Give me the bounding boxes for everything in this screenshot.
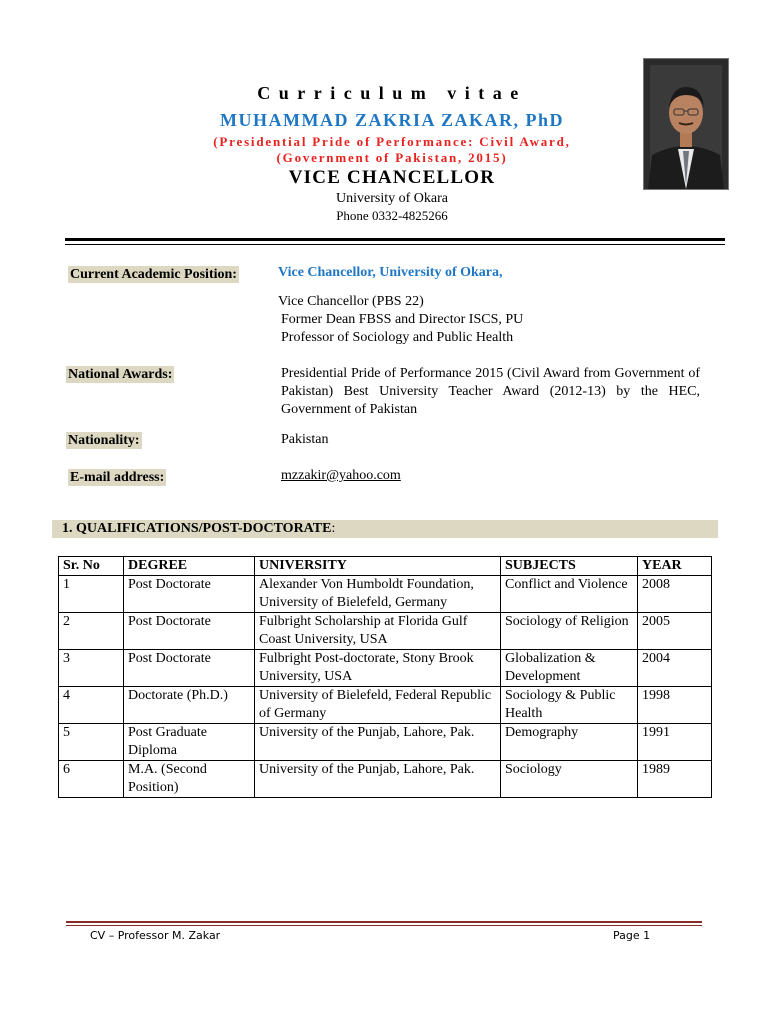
- nationality-value: Pakistan: [281, 432, 329, 447]
- cell-subjects: Globalization & Development: [501, 650, 638, 687]
- award-line-1: (Presidential Pride of Performance: Civil Award,: [213, 134, 571, 149]
- role-2: Former Dean FBSS and Director ISCS, PU: [281, 312, 524, 327]
- cell-sr-no: 5: [59, 724, 124, 761]
- footer-page-number: Page 1: [613, 929, 651, 942]
- header-divider-thin: [65, 244, 725, 245]
- table-row: [59, 576, 712, 613]
- cell-year: 1989: [638, 761, 712, 798]
- cell-sr-no: 4: [59, 687, 124, 724]
- cell-year: 2008: [638, 576, 712, 613]
- academic-position-label: Current Academic Position:: [70, 267, 237, 282]
- cell-degree: Doctorate (Ph.D.): [124, 687, 255, 724]
- cell-subjects: Demography: [501, 724, 638, 761]
- cell-sr-no: 3: [59, 650, 124, 687]
- nationality-label: Nationality:: [68, 433, 140, 448]
- cell-university: Fulbright Scholarship at Florida Gulf Coast University, USA: [255, 613, 501, 650]
- award-line-2: (Government of Pakistan, 2015): [276, 150, 508, 165]
- column-header-subjects: SUBJECTS: [501, 557, 638, 576]
- cell-sr-no: 1: [59, 576, 124, 613]
- cell-university: Alexander Von Humboldt Foundation, University of Bielefeld, Germany: [255, 576, 501, 613]
- footer-divider-thin: [66, 925, 702, 926]
- cell-year: 1998: [638, 687, 712, 724]
- table-row: [59, 613, 712, 650]
- cell-sr-no: 2: [59, 613, 124, 650]
- cell-subjects: Sociology of Religion: [501, 613, 638, 650]
- cell-degree: Post Doctorate: [124, 576, 255, 613]
- cell-subjects: Sociology & Public Health: [501, 687, 638, 724]
- section-heading-qualifications: [52, 520, 718, 538]
- cell-year: 2005: [638, 613, 712, 650]
- cell-university: University of Bielefeld, Federal Republic of Germany: [255, 687, 501, 724]
- footer-cv-label: CV – Professor M. Zakar: [90, 929, 221, 942]
- table-row: [59, 761, 712, 798]
- cell-university: University of the Punjab, Lahore, Pak.: [255, 724, 501, 761]
- cv-title: Curriculum vitae: [257, 83, 527, 103]
- email-link[interactable]: mzzakir@yahoo.com: [281, 468, 401, 483]
- cell-year: 2004: [638, 650, 712, 687]
- column-header-university: UNIVERSITY: [255, 557, 501, 576]
- cell-degree: Post Graduate Diploma: [124, 724, 255, 761]
- national-awards-value: Presidential Pride of Performance 2015 (Civil Award from Government of Pakistan) Best University Teacher Award (2012-13) by the HEC, Government of Pakistan: [281, 366, 700, 417]
- column-header-year: YEAR: [638, 557, 712, 576]
- portrait-photo: [643, 58, 729, 190]
- cell-university: University of the Punjab, Lahore, Pak.: [255, 761, 501, 798]
- academic-position-label-row: [68, 265, 239, 283]
- column-header-degree: DEGREE: [124, 557, 255, 576]
- phone-number: Phone 0332-4825266: [336, 208, 448, 223]
- candidate-name: MUHAMMAD ZAKRIA ZAKAR, PhD: [220, 110, 564, 130]
- header-divider-thick: [65, 238, 725, 241]
- cell-degree: Post Doctorate: [124, 613, 255, 650]
- cell-degree: M.A. (Second Position): [124, 761, 255, 798]
- cell-year: 1991: [638, 724, 712, 761]
- email-label-row: [68, 468, 166, 486]
- qualifications-table: [58, 556, 712, 798]
- portrait-image: [644, 59, 728, 189]
- section-heading-text: 1. QUALIFICATIONS/POST-DOCTORATE: [62, 521, 332, 536]
- academic-position-value: Vice Chancellor, University of Okara,: [278, 265, 503, 280]
- role-3: Professor of Sociology and Public Health: [281, 330, 514, 345]
- section-heading-colon: :: [331, 521, 336, 536]
- role-1: Vice Chancellor (PBS 22): [278, 294, 424, 309]
- email-label: E-mail address:: [70, 470, 165, 485]
- column-header-sr-no: Sr. No: [59, 557, 124, 576]
- university-name: University of Okara: [336, 191, 448, 206]
- cell-degree: Post Doctorate: [124, 650, 255, 687]
- current-position-title: VICE CHANCELLOR: [288, 167, 496, 188]
- table-header-row: [59, 557, 712, 576]
- table-row: [59, 724, 712, 761]
- table-row: [59, 687, 712, 724]
- cell-subjects: Conflict and Violence: [501, 576, 638, 613]
- footer-divider-thick: [66, 921, 702, 923]
- table-row: [59, 650, 712, 687]
- nationality-label-row: [66, 431, 142, 449]
- cell-subjects: Sociology: [501, 761, 638, 798]
- cell-sr-no: 6: [59, 761, 124, 798]
- national-awards-label: National Awards:: [68, 367, 173, 382]
- cell-university: Fulbright Post-doctorate, Stony Brook University, USA: [255, 650, 501, 687]
- awards-label-row: [66, 365, 174, 383]
